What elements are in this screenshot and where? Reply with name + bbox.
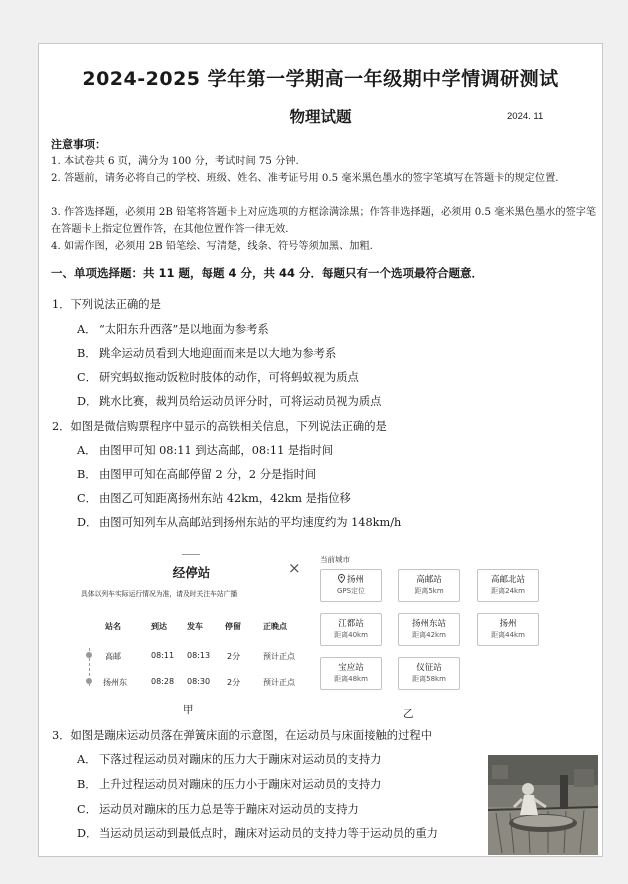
stop-stay: 2分 [227, 678, 241, 687]
stop-name: 扬州东 [103, 678, 127, 687]
question-2-option-b [77, 466, 517, 484]
option-label: D． [77, 395, 98, 408]
city-name: 仪征站 [416, 663, 442, 673]
section-heading: 一、单项选择题：共 11 题，每题 4 分，共 44 分．每题只有一个选项最符合题意． [51, 266, 484, 280]
figure-a-title: 经停站 [172, 565, 211, 580]
city-name [321, 573, 381, 585]
option-text: 运动员对蹦床的压力总是等于蹦床对运动员的支持力 [99, 803, 359, 816]
question-2-stem: 2．如图是微信购票程序中显示的高铁相关信息，下列说法正确的是 [52, 420, 387, 433]
question-3-stem: 3．如图是蹦床运动员落在弹簧床面的示意图，在运动员与床面接触的过程中 [52, 729, 432, 742]
city-name: 江都站 [338, 619, 364, 629]
option-text: 下落过程运动员对蹦床的压力大于蹦床对运动员的支持力 [99, 753, 382, 766]
city-name: 高邮站 [416, 575, 442, 585]
option-label: C． [77, 492, 97, 505]
option-label: B． [77, 347, 97, 360]
city-card [398, 569, 460, 602]
page-title: 2024-2025 学年第一学期高一年级期中学情调研测试 [82, 68, 559, 90]
note-item: 4. 如需作图，必须用 2B 铅笔绘、写清楚，线条、符号等须加黑、加粗. [51, 241, 373, 252]
timeline-dot [86, 678, 92, 684]
notes-title: 注意事项： [51, 138, 106, 151]
question-2-option-c [77, 490, 517, 508]
question-3-option-d [77, 825, 517, 843]
city-name: 宝应站 [338, 663, 364, 673]
stop-name: 高邮 [105, 652, 121, 661]
figure-a-label: 甲 [183, 704, 194, 716]
stop-status: 预计正点 [263, 678, 295, 687]
option-text: 跳水比赛，裁判员给运动员评分时，可将运动员视为质点 [99, 395, 382, 408]
figure-b-caption: 当前城市 [320, 555, 350, 564]
figure-b-label: 乙 [403, 708, 414, 720]
column-header: 正晚点 [263, 622, 287, 631]
city-distance: 距离40km [334, 631, 368, 639]
close-icon: × [288, 559, 301, 577]
city-distance: 距离5km [414, 587, 444, 595]
option-text: 由图乙可知距离扬州东站 42km，42km 是指位移 [99, 492, 351, 505]
column-header: 发车 [187, 622, 203, 631]
column-header: 到达 [151, 622, 167, 631]
page-subtitle: 物理试题 [289, 108, 352, 126]
city-distance: 距离48km [334, 675, 368, 683]
option-label: C． [77, 371, 97, 384]
trampoline-photo [488, 755, 598, 855]
option-text: 上升过程运动员对蹦床的压力小于蹦床对运动员的支持力 [99, 778, 382, 791]
question-3-option-a [77, 751, 517, 769]
note-item: 2. 答题前，请务必将自己的学校、班级、姓名、准考证号用 0.5 毫米黑色墨水的签字笔填写在答题卡的规定位置. [51, 173, 559, 184]
stop-status: 预计正点 [263, 652, 295, 661]
city-card [320, 569, 382, 602]
figure-a-note: 具体以列车实际运行情况为准，请及时关注车站广播 [81, 590, 238, 598]
city-distance: 距离24km [491, 587, 525, 595]
city-card [477, 569, 539, 602]
question-3-option-b [77, 776, 517, 794]
question-1-option-d [77, 393, 517, 411]
exam-date: 2024. 11 [507, 111, 544, 122]
option-label: A． [77, 444, 97, 457]
location-pin-icon [338, 574, 345, 583]
question-2-option-a [77, 442, 517, 460]
option-text: “太阳东升西落”是以地面为参考系 [99, 323, 269, 336]
stop-depart: 08:13 [187, 651, 211, 660]
city-distance: 距离44km [491, 631, 525, 639]
city-card [398, 613, 460, 646]
column-header: 站名 [105, 622, 121, 631]
city-distance: 距离42km [412, 631, 446, 639]
city-name-text: 扬州 [346, 575, 364, 585]
option-label: B． [77, 778, 97, 791]
timeline-dot [86, 652, 92, 658]
stop-depart: 08:30 [187, 677, 211, 686]
option-text: 跳伞运动员看到大地迎面而来是以大地为参考系 [99, 347, 337, 360]
option-text: 由图可知列车从高邮站到扬州东站的平均速度约为 148km/h [99, 516, 402, 529]
figure-b-cities [318, 551, 583, 720]
stop-arrive: 08:11 [151, 651, 175, 660]
stop-stay: 2分 [227, 652, 241, 661]
option-text: 由图甲可知在高邮停留 2 分，2 分是指时间 [99, 468, 317, 481]
note-item: 3. 作答选择题，必须用 2B 铅笔将答题卡上对应选项的方框涂满涂黑；作答非选择题，必须用 0.5 毫米黑色墨水的签字笔在答题卡上指定位置作答，在其他位置作答一律无效. [51, 207, 597, 235]
option-text: 研究蚂蚁拖动饭粒时肢体的动作，可将蚂蚁视为质点 [99, 371, 359, 384]
city-distance: GPS定位 [336, 587, 366, 595]
option-label: D． [77, 516, 98, 529]
option-label: C． [77, 803, 97, 816]
stop-arrive: 08:28 [151, 677, 175, 686]
option-text: 由图甲可知 08:11 到达高邮，08:11 是指时间 [99, 444, 334, 457]
city-card [320, 657, 382, 690]
city-name: 扬州 [499, 619, 517, 629]
option-text: 当运动员运动到最低点时，蹦床对运动员的支持力等于运动员的重力 [99, 827, 438, 840]
city-name: 高邮北站 [490, 575, 525, 585]
drag-handle [182, 554, 200, 555]
city-distance: 距离58km [412, 675, 446, 683]
question-2-option-d [77, 514, 517, 532]
question-1-option-a [77, 321, 517, 339]
city-card [320, 613, 382, 646]
option-label: B． [77, 468, 97, 481]
question-3-option-c [77, 801, 517, 819]
question-1-stem: 1．下列说法正确的是 [52, 298, 161, 311]
column-header: 停留 [225, 622, 241, 631]
city-card [477, 613, 539, 646]
note-item: 1. 本试卷共 6 页，满分为 100 分，考试时间 75 分钟. [51, 156, 299, 167]
question-1-option-c [77, 369, 517, 387]
figure-a-stops [79, 551, 304, 716]
option-label: D． [77, 827, 98, 840]
city-name: 扬州东站 [411, 619, 446, 629]
city-card [398, 657, 460, 690]
option-label: A． [77, 323, 97, 336]
option-label: A． [77, 753, 97, 766]
question-1-option-b [77, 345, 517, 363]
exam-page [38, 43, 603, 857]
